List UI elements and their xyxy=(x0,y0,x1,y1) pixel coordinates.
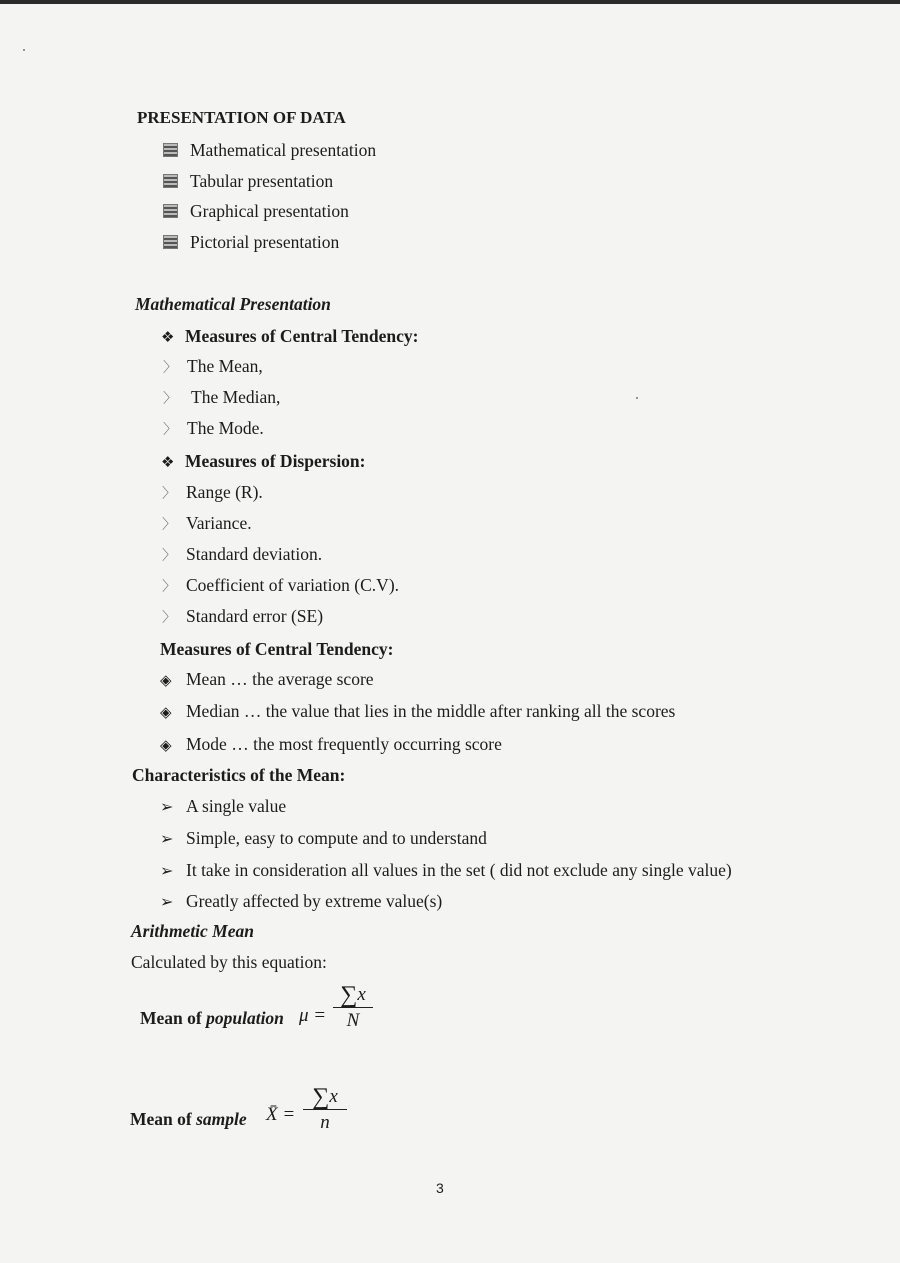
list-item: ➢ A single value xyxy=(160,796,287,816)
four-diamond-icon: ❖ xyxy=(161,453,175,471)
list-item: Pictorial presentation xyxy=(163,231,339,253)
list-item: Graphical presentation xyxy=(163,200,349,222)
population-formula-label: Mean of population xyxy=(140,1008,284,1028)
fraction-denominator: N xyxy=(346,1010,360,1031)
arrowhead-icon: ➢ xyxy=(160,861,174,880)
arrowhead-icon: ➢ xyxy=(160,892,174,911)
population-symbol: μ = xyxy=(299,1005,327,1026)
chevron-right-icon: 〉 xyxy=(163,360,177,376)
chevron-right-icon: 〉 xyxy=(162,486,176,502)
scan-speck xyxy=(636,397,638,399)
sample-fraction xyxy=(303,1085,347,1136)
diamond-icon: ◈ xyxy=(160,736,172,754)
chevron-right-icon: 〉 xyxy=(162,579,176,595)
section-heading: Characteristics of the Mean: xyxy=(132,765,346,785)
list-item: 〉 The Mean, xyxy=(163,355,263,379)
list-item: ◈ Mode … the most frequently occurring score xyxy=(160,734,502,754)
sample-symbol: X̄ = xyxy=(266,1104,296,1125)
list-item: ◈ Mean … the average score xyxy=(160,669,374,689)
section-heading: Measures of Central Tendency: xyxy=(160,639,394,659)
scan-top-edge xyxy=(0,0,900,4)
four-diamond-icon: ❖ xyxy=(161,328,175,346)
section-title: Arithmetic Mean xyxy=(131,921,254,941)
fraction-numerator: ∑x xyxy=(340,982,366,1008)
list-item: 〉 Coefficient of variation (C.V). xyxy=(162,574,399,598)
list-item: ➢ Simple, easy to compute and to understand xyxy=(160,828,487,848)
chevron-right-icon: 〉 xyxy=(163,391,177,407)
list-item: 〉 The Median, xyxy=(163,386,280,410)
list-item: ◈ Median … the value that lies in the middle after ranking all the scores xyxy=(160,701,676,721)
list-item: Mathematical presentation xyxy=(163,139,376,161)
list-item: ➢ It take in consideration all values in the set ( did not exclude any single value) xyxy=(160,860,732,880)
chevron-right-icon: 〉 xyxy=(162,517,176,533)
list-item: 〉 The Mode. xyxy=(163,417,264,441)
list-item: 〉 Standard error (SE) xyxy=(162,605,323,629)
chevron-right-icon: 〉 xyxy=(163,422,177,438)
list-item: 〉 Range (R). xyxy=(162,481,263,505)
list-item: 〉 Variance. xyxy=(162,512,252,536)
list-item: Tabular presentation xyxy=(163,170,333,192)
square-list-icon xyxy=(163,204,178,218)
list-item: ❖ Measures of Dispersion: xyxy=(161,451,366,471)
body-text: Calculated by this equation: xyxy=(131,952,327,972)
scan-speck xyxy=(23,49,25,51)
chevron-right-icon: 〉 xyxy=(162,610,176,626)
list-item: ➢ Greatly affected by extreme value(s) xyxy=(160,891,443,911)
section-title: Mathematical Presentation xyxy=(135,294,331,314)
square-list-icon xyxy=(163,235,178,249)
fraction-denominator: n xyxy=(320,1112,330,1133)
fraction-numerator: ∑x xyxy=(312,1084,338,1110)
square-list-icon xyxy=(163,143,178,157)
arrowhead-icon: ➢ xyxy=(160,829,174,848)
diamond-icon: ◈ xyxy=(160,671,172,689)
square-list-icon xyxy=(163,174,178,188)
diamond-icon: ◈ xyxy=(160,703,172,721)
list-item: ❖ Measures of Central Tendency: xyxy=(161,326,419,346)
list-item: 〉 Standard deviation. xyxy=(162,543,322,567)
page-heading: PRESENTATION OF DATA xyxy=(137,108,346,127)
population-fraction xyxy=(333,983,373,1034)
chevron-right-icon: 〉 xyxy=(162,548,176,564)
page-number: 3 xyxy=(436,1180,444,1196)
sample-formula-label: Mean of sample xyxy=(130,1109,247,1129)
arrowhead-icon: ➢ xyxy=(160,797,174,816)
